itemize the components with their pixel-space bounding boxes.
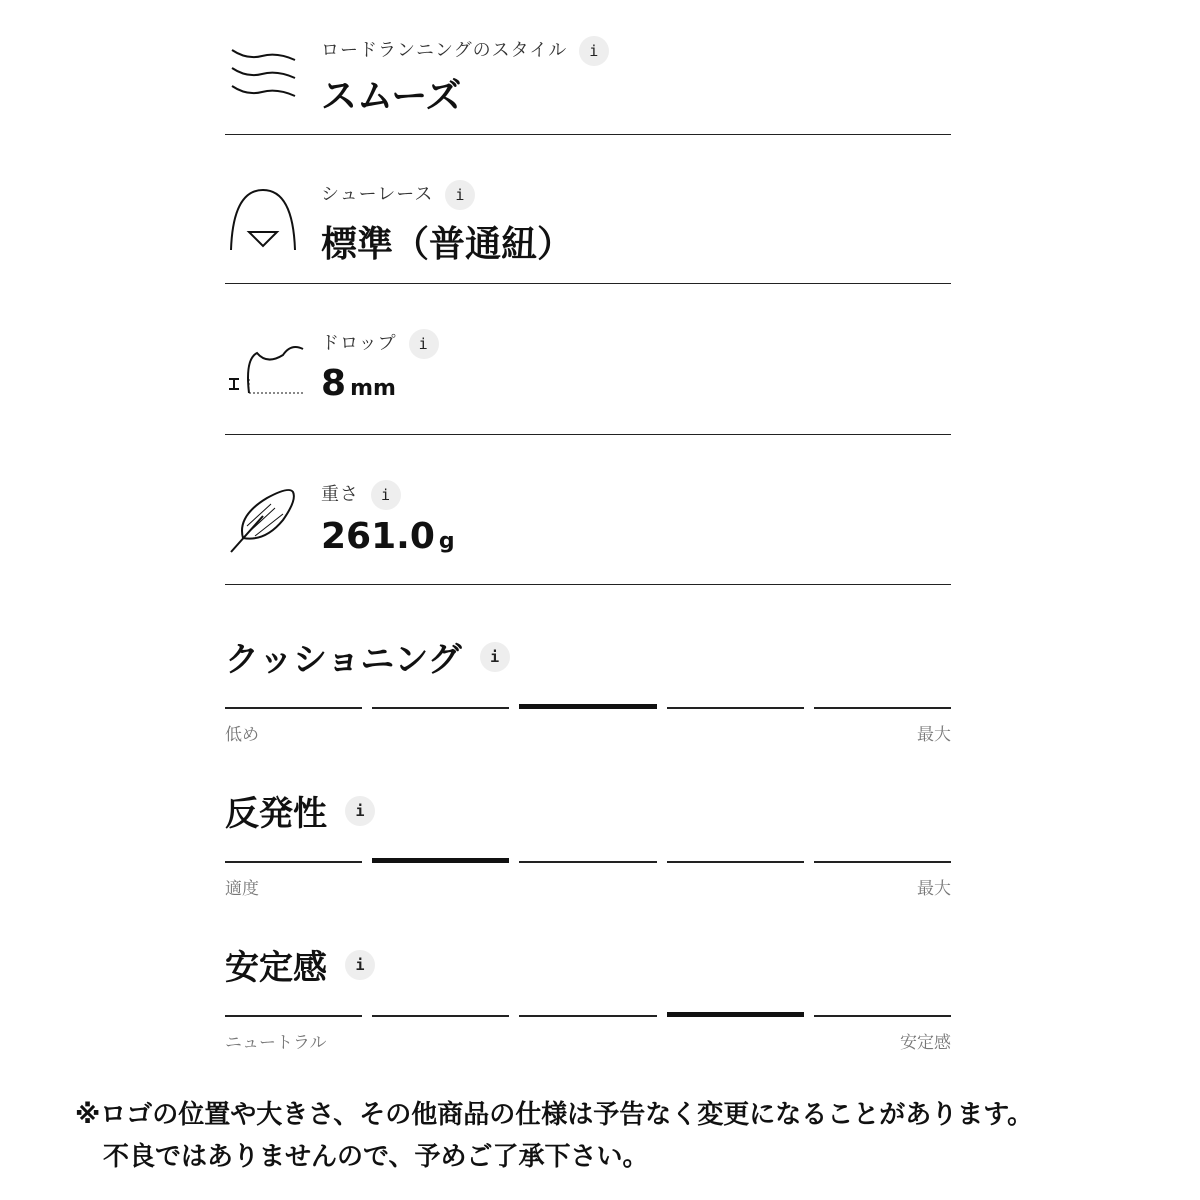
rating-title: 反発性 i: [225, 786, 951, 835]
feather-icon: [227, 486, 299, 560]
info-icon[interactable]: i: [445, 180, 475, 210]
spec-unit: mm: [350, 376, 396, 401]
scale-low-label: ニュートラル: [225, 1033, 327, 1053]
spec-value: 標準（普通紐）: [321, 224, 574, 265]
rating-segment: [519, 861, 656, 863]
spec-value: 8 mm: [321, 363, 396, 404]
info-icon[interactable]: i: [480, 642, 510, 672]
rating-segment: [814, 1015, 951, 1017]
info-icon[interactable]: i: [345, 796, 375, 826]
rating-segment: [519, 1015, 656, 1017]
note-line-1: ※ロゴの位置や大きさ、その他商品の仕様は予告なく変更になることがあります。: [75, 1100, 1034, 1130]
rating-segment: [667, 861, 804, 863]
spec-row-running-style: [225, 30, 951, 135]
spec-unit: g: [438, 529, 455, 554]
rating-segment: [372, 1015, 509, 1017]
spec-row-weight: [225, 434, 951, 585]
note-line-2: 不良ではありませんので、予めご了承下さい。: [103, 1142, 649, 1172]
rating-segment-active: [667, 1012, 804, 1017]
rating-title: クッショニング i: [225, 632, 951, 681]
info-icon[interactable]: i: [579, 36, 609, 66]
rating-title: 安定感 i: [225, 940, 951, 989]
rating-stability: [225, 940, 951, 1060]
shoelace-icon: [227, 186, 297, 256]
rating-segment-active: [519, 704, 656, 709]
spec-label: ドロップ: [321, 333, 397, 354]
spec-label: シューレース: [321, 184, 434, 205]
spec-value: スムーズ: [321, 76, 462, 117]
waves-icon: [227, 44, 297, 108]
info-icon[interactable]: i: [371, 480, 401, 510]
scale-high-label: 最大: [917, 879, 951, 899]
spec-value: 261.0 g: [321, 516, 455, 557]
scale-high-label: 安定感: [900, 1033, 951, 1053]
rating-scale: [225, 704, 951, 710]
rating-cushioning: [225, 632, 951, 752]
rating-segment: [814, 707, 951, 709]
rating-segment: [225, 861, 362, 863]
rating-segment: [225, 1015, 362, 1017]
info-icon[interactable]: i: [345, 950, 375, 980]
disclaimer-note: [75, 1094, 1175, 1178]
spec-label: ロードランニングのスタイル: [321, 40, 568, 61]
rating-responsiveness: [225, 786, 951, 906]
spec-row-shoelace: [225, 134, 951, 284]
rating-scale: [225, 1012, 951, 1018]
scale-low-label: 適度: [225, 879, 259, 899]
scale-high-label: 最大: [917, 725, 951, 745]
rating-segment: [667, 707, 804, 709]
info-icon[interactable]: i: [409, 329, 439, 359]
rating-segment: [372, 707, 509, 709]
spec-row-drop: [225, 283, 951, 435]
drop-icon: [227, 339, 307, 403]
rating-segment: [225, 707, 362, 709]
rating-segment: [814, 861, 951, 863]
rating-segment-active: [372, 858, 509, 863]
rating-scale: [225, 858, 951, 864]
spec-label: 重さ: [321, 484, 359, 505]
scale-low-label: 低め: [225, 725, 259, 745]
